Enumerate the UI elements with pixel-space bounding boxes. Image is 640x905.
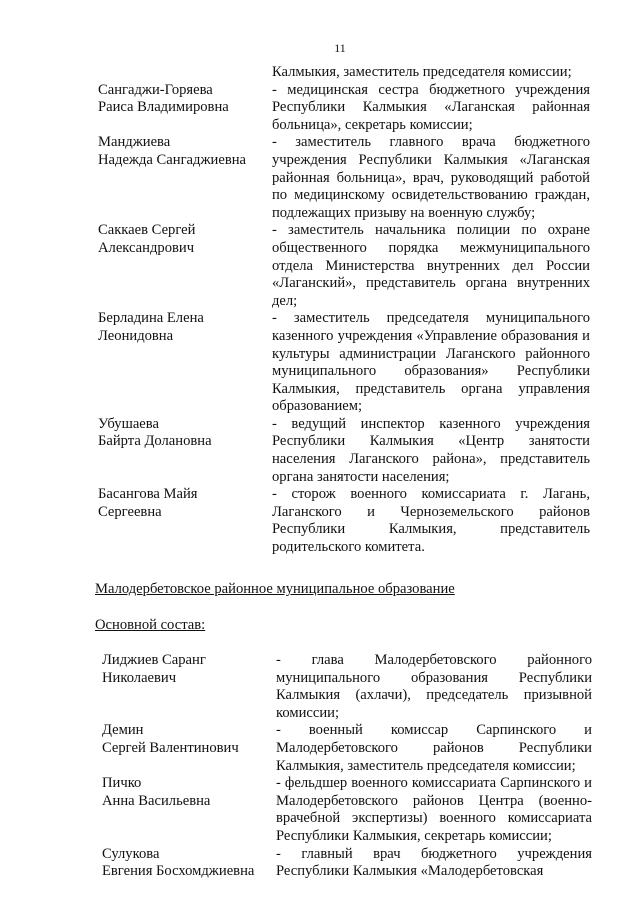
member-given-name: Раиса Владимировна	[98, 99, 229, 116]
member-given-name: Анна Васильевна	[102, 792, 211, 809]
member-name	[98, 82, 270, 117]
member-role: - главный врач бюджетного учреждения Республики Калмыкия «Малодербетовская	[276, 845, 592, 880]
member-given-name: Сергеевна	[98, 503, 162, 520]
member-given-name: Байрта Долановна	[98, 433, 212, 450]
member-role: - сторож военного комиссариата г. Лагань, Лаганского и Черноземельского районов Республики Калмыкия, представитель родительского комитета.	[272, 486, 590, 556]
member-name	[98, 134, 270, 169]
member-surname: Сангаджи-Горяева	[98, 81, 213, 98]
member-row	[0, 846, 640, 881]
member-given-name: Николаевич	[102, 669, 177, 686]
member-name	[98, 486, 270, 521]
member-surname: Демин	[102, 722, 144, 739]
member-row	[0, 722, 640, 775]
member-row	[0, 775, 640, 845]
member-name	[98, 310, 270, 345]
member-given-name: Надежда Сангаджиевна	[98, 151, 247, 168]
member-surname: Лиджиев Саранг	[102, 652, 206, 668]
member-given-name: Евгения Босхомджиевна	[102, 863, 255, 880]
page-number: 11	[334, 41, 346, 55]
member-role: - заместитель председателя муниципального казенного учреждения «Управление образования и культуры администрации Лаганского районного муниципального образования» Республики Калмыкия, представитель органа управления образованием;	[272, 310, 590, 415]
member-row	[0, 134, 640, 222]
member-name	[102, 775, 274, 810]
member-role: - медицинская сестра бюджетного учреждения Республики Калмыкия «Лаганская районная больница», секретарь комиссии;	[272, 81, 590, 133]
member-row	[0, 652, 640, 722]
member-role: - фельдшер военного комиссариата Сарпинского и Малодербетовского районов Центра (военно-врачебной экспертизы) военного комиссариата Республики Калмыкия, секретарь комиссии;	[276, 775, 592, 844]
member-name	[102, 652, 274, 687]
member-role: - ведущий инспектор казенного учреждения Республики Калмыкия «Центр занятости населения Лаганского района», представитель органа занятости населения;	[272, 415, 590, 485]
member-row	[0, 82, 640, 135]
continuation-row	[0, 64, 640, 82]
member-given-name: Сергей Валентинович	[102, 739, 239, 756]
member-name	[102, 846, 274, 881]
members-list-a	[0, 64, 640, 557]
member-name	[102, 722, 274, 757]
member-name	[98, 416, 270, 451]
continuation-text: Калмыкия, заместитель председателя комиссии;	[272, 64, 572, 80]
member-row	[0, 222, 640, 310]
member-row	[0, 486, 640, 556]
member-surname: Сулукова	[102, 845, 160, 862]
member-name	[98, 222, 270, 257]
subsection-title: Основной состав:	[95, 617, 206, 633]
member-given-name: Александрович	[98, 239, 195, 256]
member-role: - заместитель главного врача бюджетного учреждения Республики Калмыкия «Лаганская районная больница», врач, руководящий работой по медицинскому освидетельствованию граждан, подлежащих призыву на военную службу;	[272, 134, 590, 221]
member-surname: Берладина Елена	[98, 310, 204, 327]
member-surname: Убушаева	[98, 415, 159, 432]
member-role: - глава Малодербетовского районного муниципального образования Республики Калмыкия (ахлачи), председатель призывной комиссии;	[276, 652, 592, 721]
member-surname: Пичко	[102, 775, 142, 792]
members-list-b	[0, 652, 640, 881]
member-surname: Басангова Майя	[98, 486, 198, 503]
member-role: - заместитель начальника полиции по охране общественного порядка межмуниципального отдела Министерства внутренних дел России «Лаганский», представитель органа внутренних дел;	[272, 222, 590, 309]
member-given-name: Леонидовна	[98, 327, 174, 344]
member-surname: Саккаев Сергей	[98, 222, 196, 239]
member-surname: Манджиева	[98, 134, 171, 151]
section-title: Малодербетовское районное муниципальное образование	[95, 581, 455, 597]
member-row	[0, 416, 640, 486]
member-role: - военный комиссар Сарпинского и Малодербетовского районов Республики Калмыкия, заместитель председателя комиссии;	[276, 722, 592, 774]
member-row	[0, 310, 640, 416]
